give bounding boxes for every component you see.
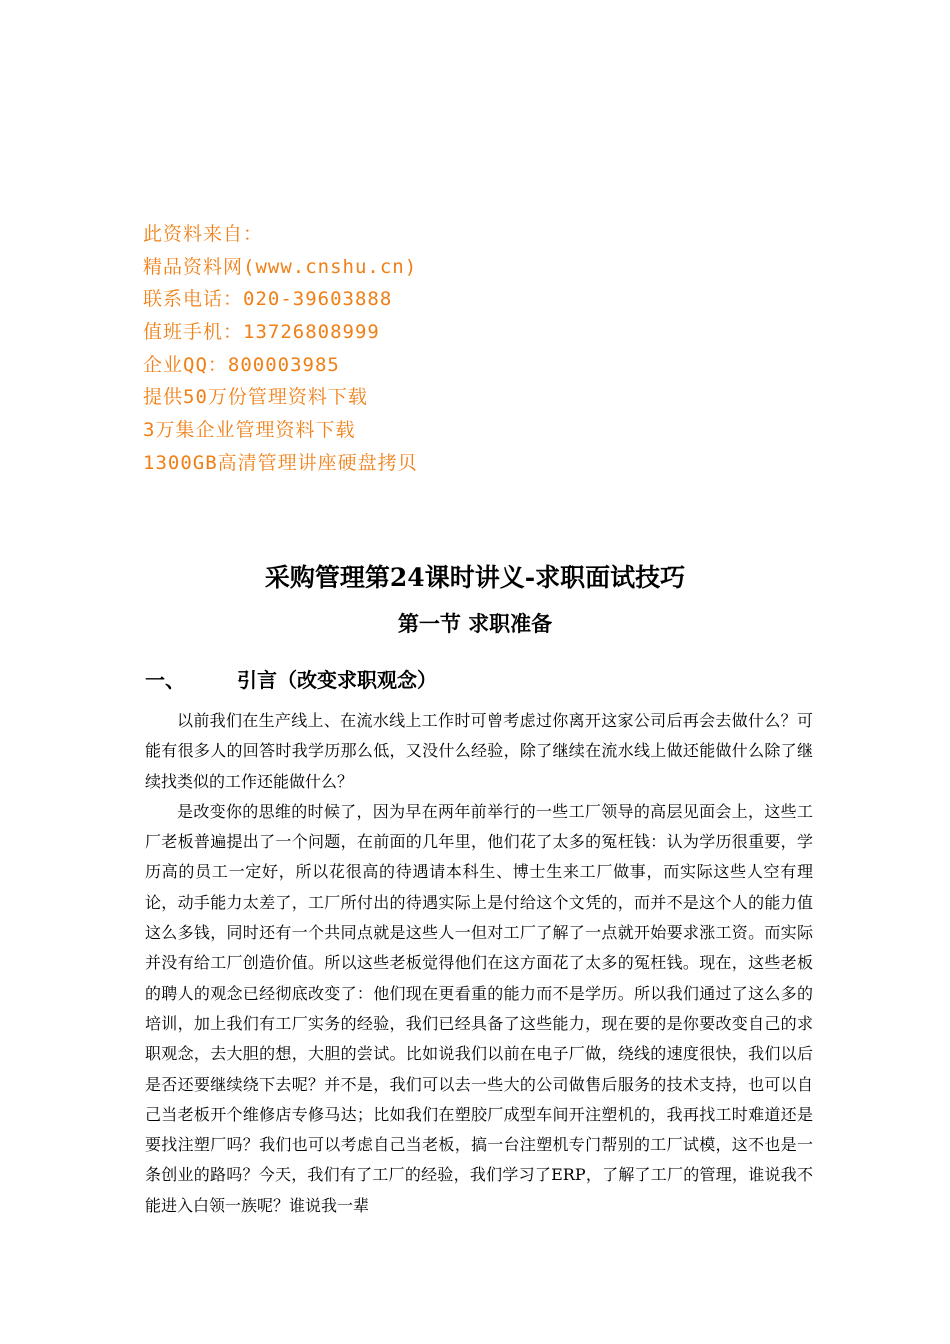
subheading-number: 一、	[145, 668, 185, 692]
website-line: 精品资料网(www.cnshu.cn)	[143, 255, 418, 278]
subheading	[145, 662, 437, 698]
subheading-text: 引言（改变求职观念）	[237, 668, 437, 692]
paragraph-1: 以前我们在生产线上、在流水线上工作时可曾考虑过你离开这家公司后再会去做什么？可能有很多人的回答时我学历那么低，又没什么经验，除了继续在流水线上做还能做什么除了继续找类似的工作还能做什么？	[145, 711, 813, 791]
phone-line: 联系电话：020-39603888	[143, 288, 393, 311]
offer-line-2: 3万集企业管理资料下载	[143, 419, 356, 442]
body-text	[145, 706, 813, 1221]
mobile-line: 值班手机：13726808999	[143, 321, 380, 344]
source-line: 此资料来自：	[143, 223, 264, 245]
offer-line-1: 提供50万份管理资料下载	[143, 386, 368, 409]
qq-line: 企业QQ：800003985	[143, 353, 340, 376]
source-info-block	[143, 218, 843, 480]
paragraph-2: 是改变你的思维的时候了，因为早在两年前举行的一些工厂领导的高层见面会上，这些工厂老板普遍提出了一个问题，在前面的几年里，他们花了太多的冤枉钱：认为学历很重要，学历高的员工一定好，所以花很高的待遇请本科生、博士生来工厂做事，而实际这些人空有理论，动手能力太差了，工厂所付出的待遇实际上是付给这个文凭的，而并不是这个人的能力值这么多钱，同时还有一个共同点就是这些人一但对工厂了解了一点就开始要求涨工资。而实际并没有给工厂创造价值。所以这些老板觉得他们在这方面花了太多的冤枉钱。现在，这些老板的聘人的观念已经彻底改变了：他们现在更看重的能力而不是学历。所以我们通过了这么多的培训，加上我们有工厂实务的经验，我们已经具备了这些能力，现在要的是你要改变自己的求职观念，去大胆的想，大胆的尝试。比如说我们以前在电子厂做，绕线的速度很快，我们以后是否还要继续绕下去呢？并不是，我们可以去一些大的公司做售后服务的技术支持，也可以自己当老板开个维修店专修马达；比如我们在塑胶厂成型车间开注塑机的，我再找工时难道还是要找注塑厂吗？我们也可以考虑自己当老板，搞一台注塑机专门帮别的工厂试模，这不也是一条创业的路吗？今天，我们有了工厂的经验，我们学习了ERP，了解了工厂的管理，谁说我不能进入白领一族呢？谁说我一辈	[145, 801, 813, 1215]
offer-line-3: 1300GB高清管理讲座硬盘拷贝	[143, 451, 418, 474]
document-title: 采购管理第24课时讲义-求职面试技巧	[264, 563, 686, 592]
section-title: 第一节 求职准备	[397, 611, 553, 636]
